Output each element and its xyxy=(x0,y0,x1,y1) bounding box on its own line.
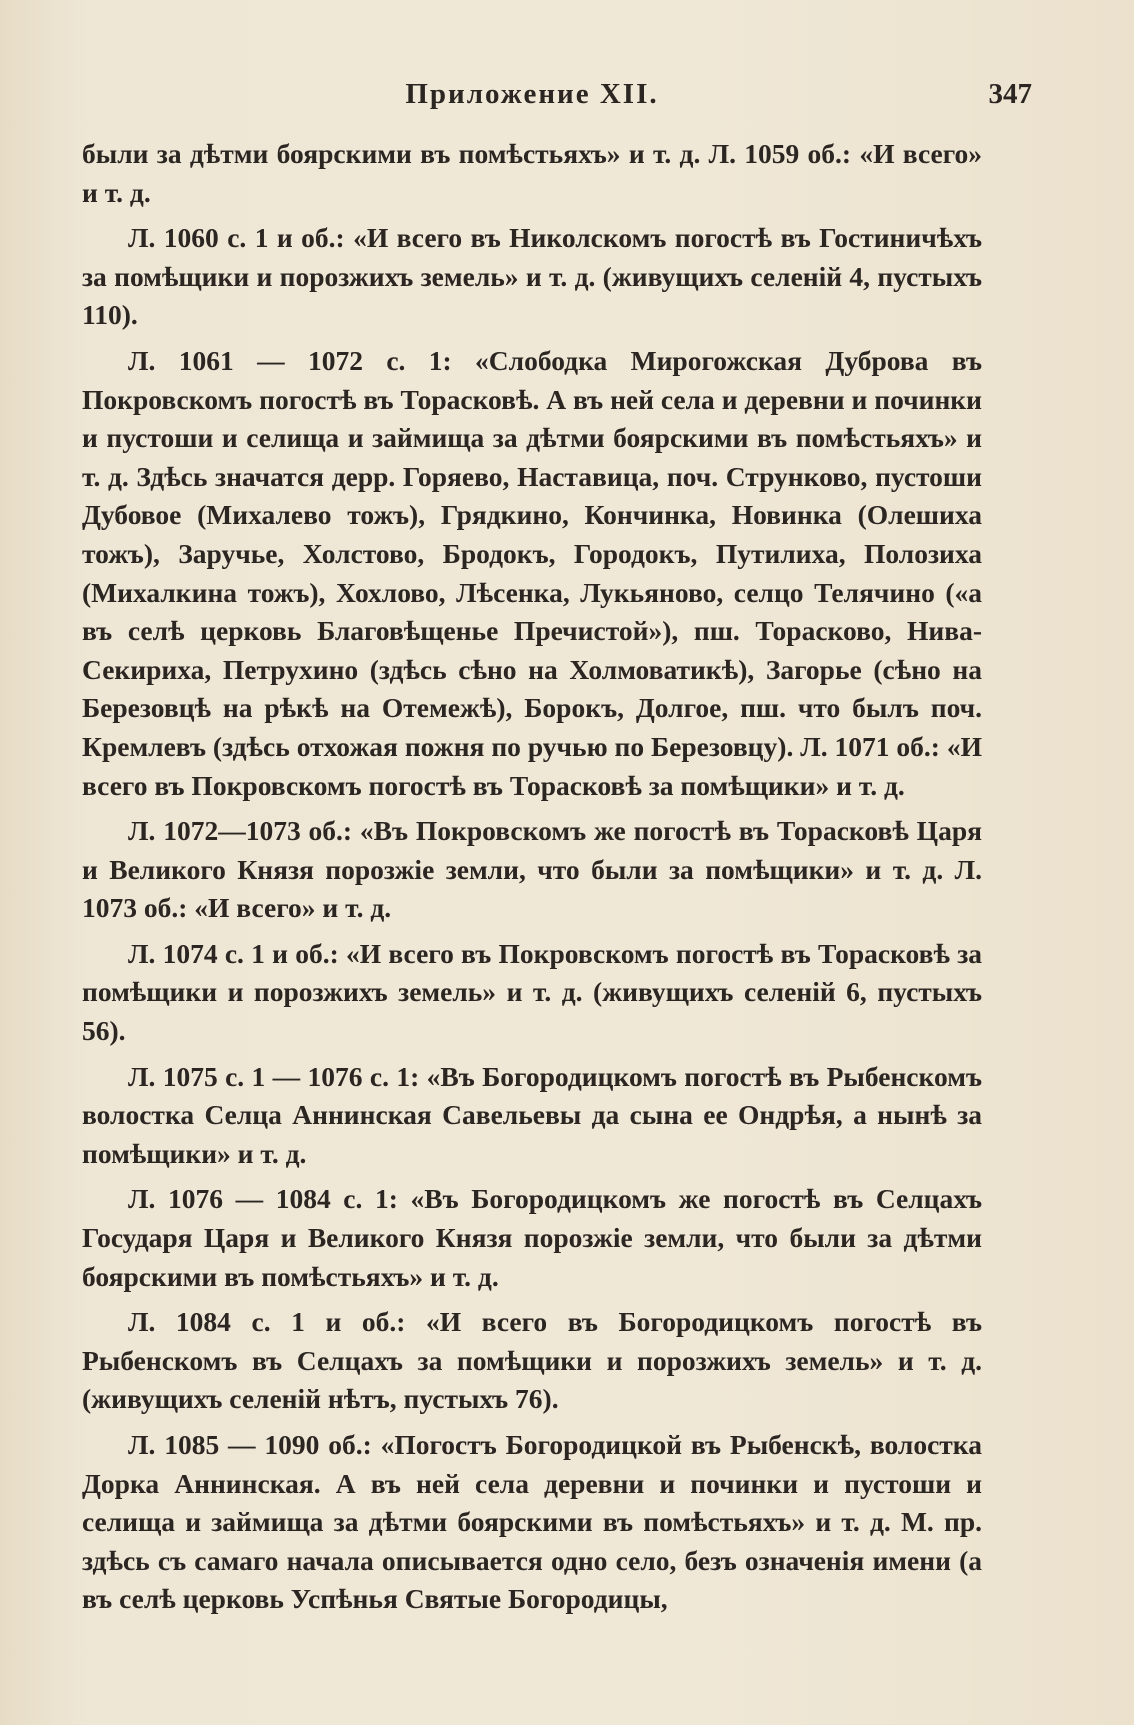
page-number: 347 xyxy=(988,78,1032,110)
paragraph-8: Л. 1084 с. 1 и об.: «И всего въ Богородицкомъ погостѣ въ Рыбенскомъ въ Селцахъ за помѣщики и порозжихъ земель» и т. д. (живущихъ селеній нѣтъ, пустыхъ 76). xyxy=(82,1306,982,1415)
paragraph-2: Л. 1060 с. 1 и об.: «И всего въ Николскомъ погостѣ въ Гостиничѣхъ за помѣщики и порозжихъ земель» и т. д. (живущихъ селеній 4, пустыхъ 110). xyxy=(82,222,982,331)
paragraph-5: Л. 1074 с. 1 и об.: «И всего въ Покровскомъ погостѣ въ Торасковѣ за помѣщики и порозжихъ земель» и т. д. (живущихъ селеній 6, пустыхъ 56). xyxy=(82,937,982,1047)
running-head: Приложение XII. xyxy=(405,78,659,110)
paragraph-9: Л. 1085 — 1090 об.: «Погостъ Богородицкой въ Рыбенскѣ, волостка Дорка Аннинская. А въ ней села деревни и починки и пустоши и селища и займища за дѣтми боярскими въ помѣстьяхъ» и т. д. М. пр. здѣсь съ самаго начала описывается одно село, безъ означенія имени (а въ селѣ церковь Успѣнья Святые Богородицы, xyxy=(82,1429,982,1615)
paragraph-6: Л. 1075 с. 1 — 1076 с. 1: «Въ Богородицкомъ погостѣ въ Рыбенскомъ волостка Селца Аннинская Савельевы да сына ее Ондрѣя, а нынѣ за помѣщики» и т. д. xyxy=(82,1060,982,1169)
body-text xyxy=(82,135,982,1619)
paragraph-7: Л. 1076 — 1084 с. 1: «Въ Богородицкомъ же погостѣ въ Селцахъ Государя Царя и Великого Князя порозжіе земли, что были за дѣтми боярскими въ помѣстьяхъ» и т. д. xyxy=(82,1183,982,1292)
paragraph-3: Л. 1061 — 1072 с. 1: «Слободка Мирогожская Дуброва въ Покровскомъ погостѣ въ Торасковѣ. А въ ней села и деревни и починки и пустоши и селища и займища за дѣтми боярскими въ помѣстьяхъ» и т. д. Здѣсь значатся дерр. Горяево, Наставица, поч. Струнково, пустоши Дубовое (Михалево тожъ), Грядкино, Кончинка, Новинка (Олешиха тожъ), Заручье, Холстово, Бродокъ, Городокъ, Путилиха, Полозиха (Михалкина тожъ), Хохлово, Лѣсенка, Лукьяново, селцо Телячино («а въ селѣ церковь Благовѣщенье Пречистой»), пш. Торасково, Нива-Секириха, Петрухино (здѣсь сѣно на Холмоватикѣ), Загорье (сѣно на Березовцѣ на рѣкѣ на Отемежѣ), Борокъ, Долгое, пш. что былъ поч. Кремлевъ (здѣсь отхожая пожня по ручью по Березовцу). Л. 1071 об.: «И всего въ Покровскомъ погостѣ въ Торасковѣ за помѣщики» и т. д. xyxy=(82,344,982,801)
page-header xyxy=(82,78,1032,118)
paragraph-1: были за дѣтми боярскими въ помѣстьяхъ» и т. д. Л. 1059 об.: «И всего» и т. д. xyxy=(82,138,982,208)
paragraph-4: Л. 1072—1073 об.: «Въ Покровскомъ же погостѣ въ Торасковѣ Царя и Великого Князя порозжіе земли, что были за помѣщики» и т. д. Л. 1073 об.: «И всего» и т. д. xyxy=(82,815,982,924)
